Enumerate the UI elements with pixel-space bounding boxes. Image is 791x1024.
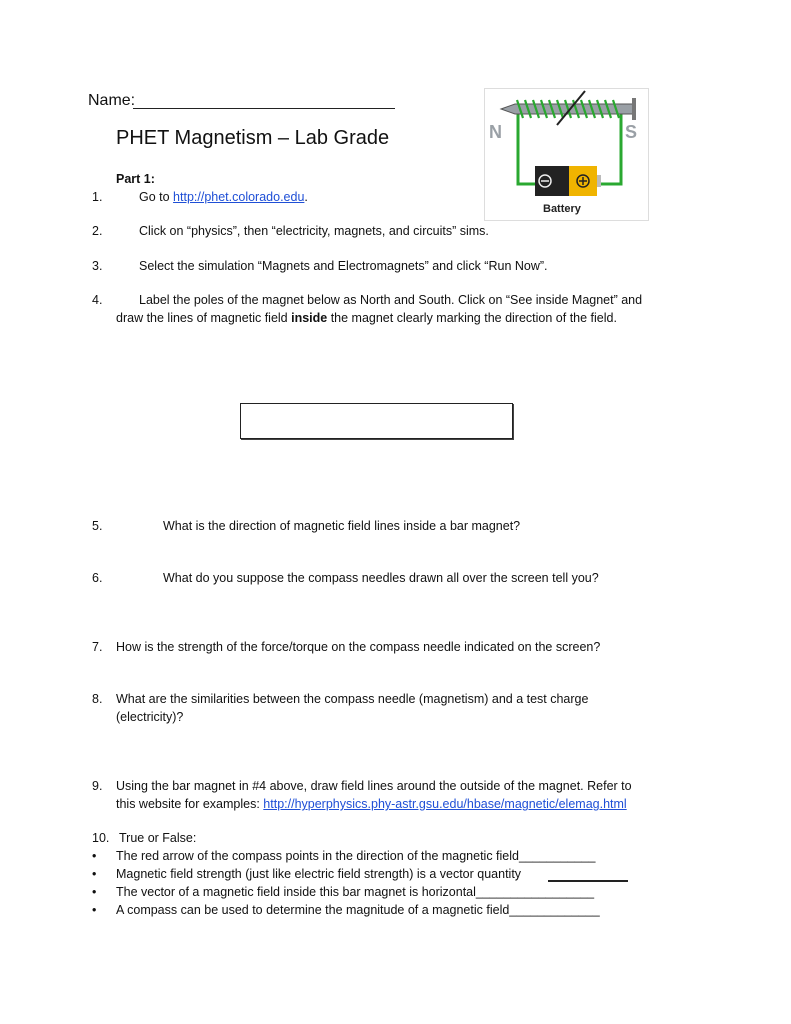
item2-text: Click on “physics”, then “electricity, magnets, and circuits” sims. bbox=[139, 224, 489, 238]
name-label: Name: bbox=[88, 92, 136, 109]
true-false-statement-2: Magnetic field strength (just like electric field strength) is a vector quantity bbox=[116, 867, 522, 881]
item10-text: True or False: bbox=[119, 831, 197, 845]
battery-terminal bbox=[597, 175, 601, 187]
item8-line1: What are the similarities between the compass needle (magnetism) and a test charge bbox=[116, 692, 589, 706]
bullet-marker bbox=[92, 847, 96, 865]
name-blank-line[interactable] bbox=[133, 108, 395, 109]
item4-line2-pre: draw the lines of magnetic field bbox=[116, 311, 292, 325]
nail-head bbox=[632, 98, 636, 120]
item3-text: Select the simulation “Magnets and Electromagnets” and click “Run Now”. bbox=[139, 259, 548, 273]
electromagnet-figure bbox=[484, 88, 649, 221]
phet-link[interactable]: http://phet.colorado.edu bbox=[173, 190, 305, 204]
item4-inside-emphasis: inside bbox=[291, 311, 328, 325]
bullet-marker bbox=[92, 865, 96, 883]
item4-line2-post: the magnet clearly marking the direction of the field. bbox=[327, 311, 617, 325]
bar-magnet-drawing-box[interactable] bbox=[240, 403, 513, 439]
true-false-statement-4: A compass can be used to determine the magnitude of a magnetic field_____________ bbox=[116, 903, 600, 917]
true-false-statement-1: The red arrow of the compass points in the direction of the magnetic field___________ bbox=[116, 849, 596, 863]
bullet-marker bbox=[92, 883, 96, 901]
battery-body-dark bbox=[535, 166, 569, 196]
wire-left bbox=[518, 114, 535, 184]
s-pole-label: S bbox=[625, 122, 638, 142]
item5-text: What is the direction of magnetic field lines inside a bar magnet? bbox=[163, 519, 521, 533]
item1-number: 1. bbox=[92, 190, 103, 204]
battery-label: Battery bbox=[543, 203, 581, 215]
answer-blank-2[interactable] bbox=[548, 880, 628, 882]
item3-number: 3. bbox=[92, 259, 103, 273]
item6-number: 6. bbox=[92, 571, 103, 585]
item9-line1: Using the bar magnet in #4 above, draw field lines around the outside of the magnet. Refer to bbox=[116, 779, 632, 793]
item8-line2: (electricity)? bbox=[116, 710, 184, 724]
item5-number: 5. bbox=[92, 519, 103, 533]
n-pole-label: N bbox=[489, 122, 502, 142]
item9-line2-pre: this website for examples: bbox=[116, 797, 264, 811]
item1-text bbox=[139, 188, 308, 206]
item8-number: 8. bbox=[92, 692, 103, 706]
item4-line2 bbox=[116, 309, 617, 327]
hyperphysics-link[interactable]: http://hyperphysics.phy-astr.gsu.edu/hbase/magnetic/elemag.html bbox=[263, 797, 627, 811]
item1-post: . bbox=[304, 190, 308, 204]
item9-line2 bbox=[116, 795, 627, 813]
bullet-marker bbox=[92, 901, 96, 919]
electromagnet-illustration bbox=[485, 89, 648, 220]
true-false-statement-3: The vector of a magnetic field inside this bar magnet is horizontal_________________ bbox=[116, 885, 595, 899]
item10-number: 10. bbox=[92, 831, 110, 845]
part1-heading: Part 1: bbox=[116, 172, 155, 186]
wire-right bbox=[600, 114, 621, 184]
page-title: PHET Magnetism – Lab Grade bbox=[116, 127, 390, 149]
item7-text: How is the strength of the force/torque on the compass needle indicated on the screen? bbox=[116, 640, 601, 654]
item4-number: 4. bbox=[92, 293, 103, 307]
item4-line1: Label the poles of the magnet below as North and South. Click on “See inside Magnet” and bbox=[139, 293, 643, 307]
item9-number: 9. bbox=[92, 779, 103, 793]
item1-pre: Go to bbox=[139, 190, 174, 204]
item6-text: What do you suppose the compass needles drawn all over the screen tell you? bbox=[163, 571, 599, 585]
item2-number: 2. bbox=[92, 224, 103, 238]
item7-number: 7. bbox=[92, 640, 103, 654]
